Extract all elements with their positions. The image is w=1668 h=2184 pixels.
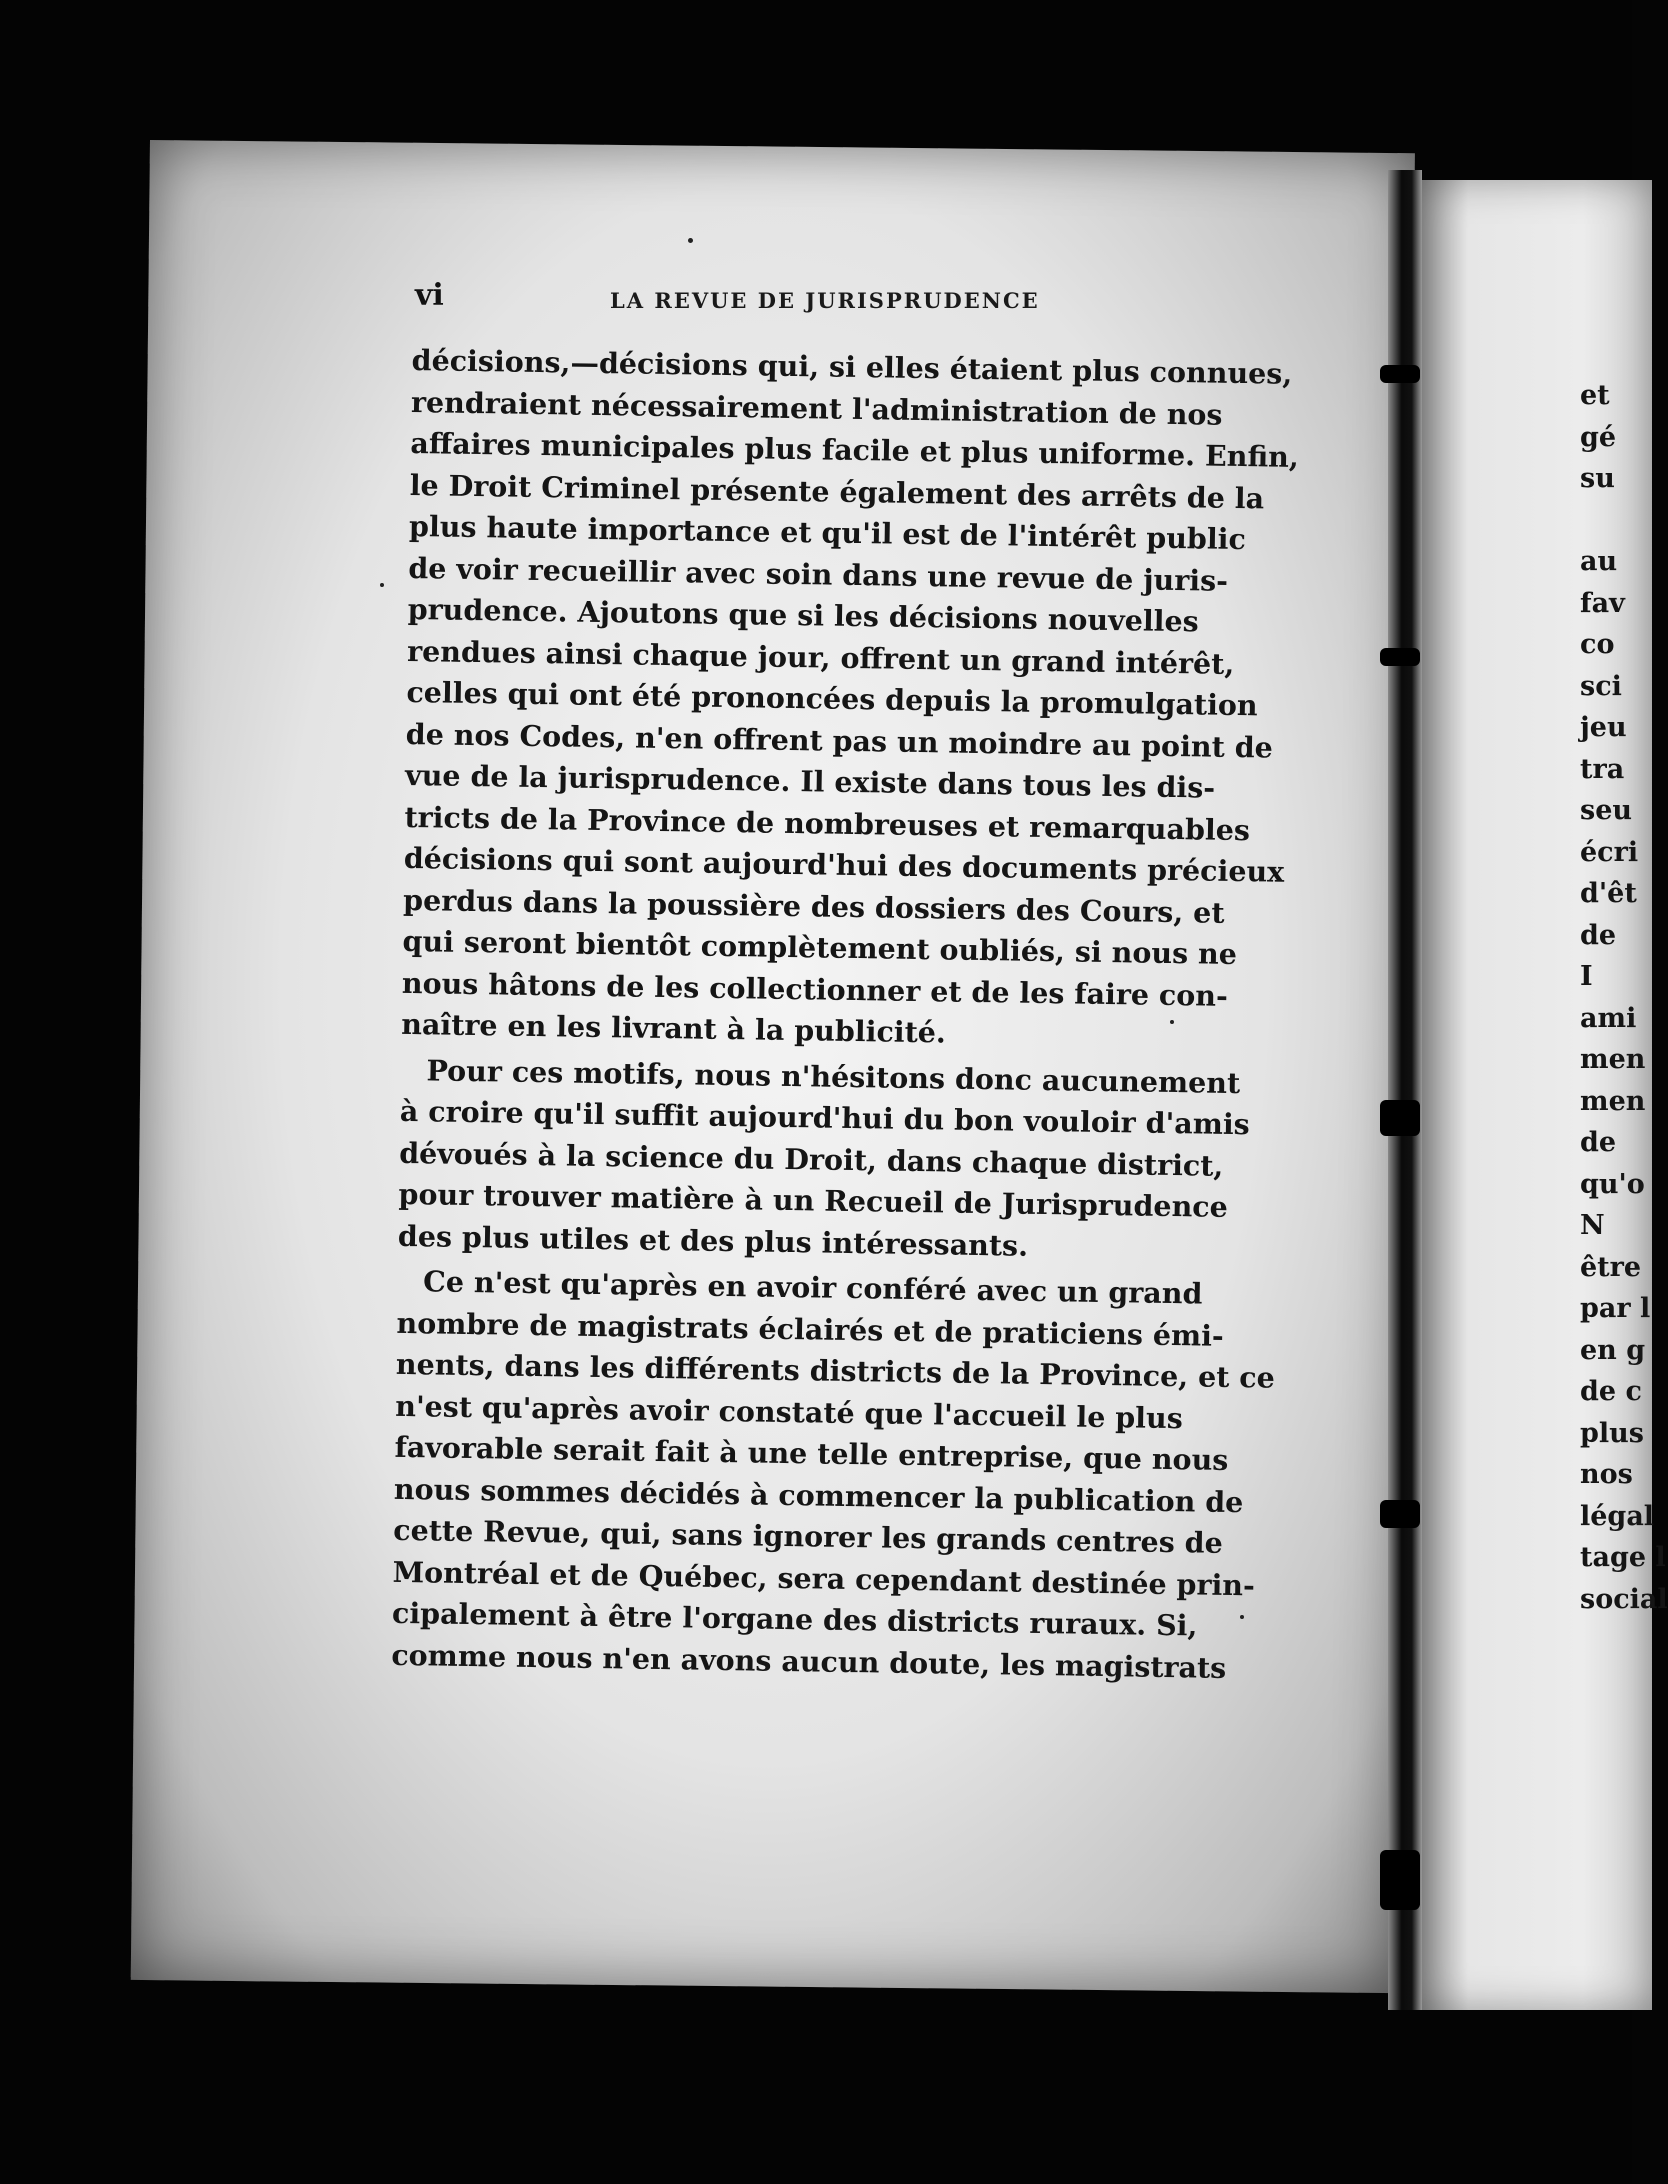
facing-page-fragment: ami bbox=[1580, 1002, 1637, 1034]
binding-thread-mark bbox=[1380, 1500, 1420, 1528]
text-line: comme nous n'en avons aucun doute, les magistrats bbox=[391, 1637, 1227, 1685]
text-line: rendraient nécessairement l'administration de nos bbox=[410, 384, 1223, 432]
facing-page-fragment: co bbox=[1580, 629, 1615, 660]
text-line: décisions,—décisions qui, si elles étaient plus connues, bbox=[411, 342, 1293, 391]
text-line: plus haute importance et qu'il est de l'intérêt public bbox=[408, 508, 1247, 557]
facing-page-text-fragments bbox=[1580, 375, 1668, 1620]
text-line: vue de la jurisprudence. Il existe dans tous les dis- bbox=[404, 757, 1216, 805]
text-line: nous hâtons de les collectionner et de les faire con- bbox=[401, 965, 1229, 1013]
facing-page-fragment: de bbox=[1580, 1127, 1617, 1158]
binding-thread-mark bbox=[1380, 648, 1420, 666]
facing-page-fragment: I bbox=[1580, 961, 1593, 992]
text-line: naître en les livrant à la publicité. bbox=[400, 1006, 947, 1050]
facing-page-fragment: men bbox=[1580, 1044, 1646, 1075]
scan-speck bbox=[1240, 1615, 1244, 1619]
facing-page-fragment: N bbox=[1580, 1210, 1605, 1241]
text-line: Ce n'est qu'après en avoir conféré avec un grand bbox=[422, 1264, 1203, 1311]
page-folio: vi bbox=[415, 278, 444, 313]
text-line: nous sommes décidés à commencer la publication de bbox=[393, 1471, 1244, 1519]
scan-speck bbox=[688, 238, 693, 243]
text-line: cipalement à être l'organe des districts ruraux. Si, bbox=[391, 1595, 1198, 1643]
facing-page-fragment: tra bbox=[1580, 753, 1625, 785]
facing-page-fragment: d'êt bbox=[1580, 878, 1637, 909]
text-line: celles qui ont été prononcées depuis la promulgation bbox=[406, 674, 1258, 723]
running-head-title: LA REVUE DE JURISPRUDENCE bbox=[610, 288, 1040, 313]
facing-page-fragment: tage l bbox=[1580, 1542, 1666, 1573]
facing-page-fragment: en g bbox=[1580, 1334, 1646, 1366]
text-line: nombre de magistrats éclairés et de praticiens émi- bbox=[396, 1305, 1225, 1353]
facing-page-fragment: légal bbox=[1580, 1500, 1655, 1532]
text-line: de nos Codes, n'en offrent pas un moindre au point de bbox=[405, 716, 1274, 765]
text-line: prudence. Ajoutons que si les décisions nouvelles bbox=[407, 591, 1199, 639]
text-line: n'est qu'après avoir constaté que l'accueil le plus bbox=[394, 1388, 1184, 1435]
text-line: rendues ainsi chaque jour, offrent un grand intérêt, bbox=[406, 633, 1235, 681]
text-line: dévoués à la science du Droit, dans chaque district, bbox=[398, 1135, 1224, 1183]
binding-thread-mark bbox=[1380, 1850, 1420, 1910]
facing-page-fragment: au bbox=[1580, 546, 1618, 577]
binding-thread-mark bbox=[1380, 1100, 1420, 1136]
text-line: Pour ces motifs, nous n'hésitons donc aucunement bbox=[426, 1052, 1241, 1100]
facing-page-fragment: jeu bbox=[1580, 712, 1627, 743]
facing-page-fragment: écri bbox=[1580, 836, 1639, 868]
facing-page-fragment: et bbox=[1580, 380, 1610, 411]
text-line: pour trouver matière à un Recueil de Jurisprudence bbox=[398, 1176, 1229, 1224]
facing-page-fragment: par l bbox=[1580, 1293, 1651, 1324]
facing-page-fragment: être bbox=[1580, 1251, 1642, 1283]
facing-page-fragment: plus bbox=[1580, 1417, 1644, 1449]
text-line: des plus utiles et des plus intéressants. bbox=[397, 1218, 1029, 1263]
scan-speck bbox=[380, 583, 384, 587]
facing-page-fragment: gé bbox=[1580, 421, 1617, 453]
text-line: décisions qui sont aujourd'hui des documents précieux bbox=[403, 840, 1285, 889]
facing-page-fragment: fav bbox=[1580, 587, 1625, 619]
facing-page-fragment bbox=[1580, 500, 1632, 542]
text-line: de voir recueillir avec soin dans une revue de juris- bbox=[408, 550, 1229, 598]
text-line: le Droit Criminel présente également des arrêts de la bbox=[409, 467, 1265, 515]
text-line: affaires municipales plus facile et plus uniforme. Enfin, bbox=[410, 425, 1300, 474]
text-line: nents, dans les différents districts de la Province, et ce bbox=[395, 1346, 1276, 1395]
facing-page-fragment: qu'o bbox=[1580, 1168, 1645, 1200]
book-gutter bbox=[1388, 170, 1422, 2010]
text-line: perdus dans la poussière des dossiers des Cours, et bbox=[402, 882, 1225, 930]
facing-page-fragment: men bbox=[1580, 1085, 1646, 1117]
facing-page-fragment: seu bbox=[1580, 795, 1633, 826]
facing-page-fragment: su bbox=[1580, 463, 1615, 494]
text-line: Montréal et de Québec, sera cependant destinée prin- bbox=[392, 1554, 1256, 1602]
facing-page-fragment: de c bbox=[1580, 1376, 1642, 1407]
text-line: cette Revue, qui, sans ignorer les grands centres de bbox=[393, 1512, 1224, 1560]
binding-thread-mark bbox=[1380, 365, 1420, 383]
text-line: à croire qu'il suffit aujourd'hui du bon vouloir d'amis bbox=[399, 1093, 1251, 1142]
facing-page-fragment: de bbox=[1580, 919, 1617, 951]
scan-speck bbox=[1170, 1020, 1174, 1024]
facing-page-fragment: sci bbox=[1580, 670, 1622, 702]
body-text-block bbox=[391, 340, 1300, 1688]
text-line: tricts de la Province de nombreuses et remarquables bbox=[404, 799, 1251, 847]
facing-page-fragment: nos bbox=[1580, 1459, 1633, 1490]
text-line: qui seront bientôt complètement oubliés, si nous ne bbox=[402, 923, 1238, 972]
text-line: favorable serait fait à une telle entreprise, que nous bbox=[394, 1429, 1229, 1477]
facing-page-fragment: social bbox=[1580, 1583, 1668, 1615]
